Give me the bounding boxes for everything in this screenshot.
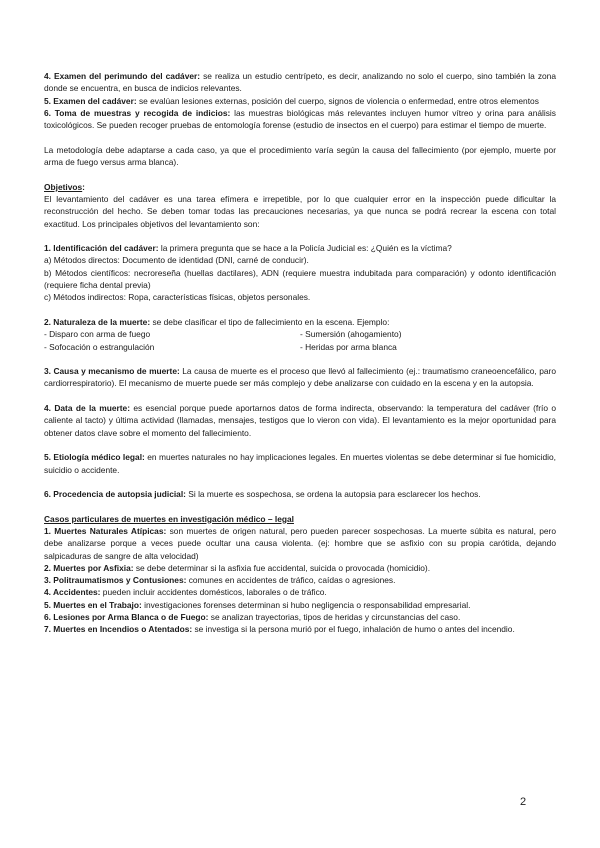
case-6: 6. Lesiones por Arma Blanca o de Fuego: se analizan trayectorias, tipos de heridas y circunstancias del caso.	[44, 612, 461, 623]
objective-6: 6. Procedencia de autopsia judicial: Si la muerte es sospechosa, se ordena la autopsia para esclarecer los hechos.	[44, 489, 481, 500]
death-types-right	[300, 328, 556, 353]
death-types-left	[44, 328, 300, 353]
step-5: 5. Examen del cadáver: se evalúan lesiones externas, posición del cuerpo, signos de violencia o enfermedad, entre otros elementos	[44, 95, 539, 106]
list-item: - Sumersión (ahogamiento)	[300, 329, 402, 340]
objective-4: 4. Data de la muerte: es esencial porque puede aportarnos datos de forma indirecta, observando: la temperatura del cadáver (frío o caliente al tacto) y última actividad (llamadas, mensajes, testigos que lo vieron con vida). El levantamiento es la mejor oportunidad para obtener datos clave sobre el momento del fallecimiento.	[44, 403, 556, 438]
case-3: 3. Politraumatismos y Contusiones: comunes en accidentes de tráfico, caídas o agresiones.	[44, 575, 396, 586]
objective-1-line-a: a) Métodos directos: Documento de identidad (DNI, carné de conducir).	[44, 255, 309, 266]
list-item: - Disparo con arma de fuego	[44, 329, 151, 340]
objective-5: 5. Etiología médico legal: en muertes naturales no hay implicaciones legales. En muertes violentas se debe determinar si fue homicidio, suicidio o accidente.	[44, 452, 556, 475]
objectives-heading: Objetivos:	[44, 181, 85, 192]
objective-2: 2. Naturaleza de la muerte: se debe clasificar el tipo de fallecimiento en la escena. Ejemplo:	[44, 316, 390, 327]
objectives-intro: El levantamiento del cadáver es una tarea efímera e irrepetible, por lo que cualquier error en la inspección puede dificultar la reconstrucción del hecho. Se deben tomar todas las precauciones necesarias, ya que nunca se podrá recrear la escena con total exactitud. Los principales objetivos del levantamiento son:	[44, 193, 556, 229]
objective-3: 3. Causa y mecanismo de muerte: La causa de muerte es el proceso que llevó al fallecimiento (ej.: traumatismo craneoencefálico, paro cardiorrespiratorio). El mecanismo de muerte puede ser más complejo y debe analizarse con cuidado en la escena y en la autopsia.	[44, 366, 556, 389]
methodology-paragraph: La metodología debe adaptarse a cada caso, ya que el procedimiento varía según la causa del fallecimiento (por ejemplo, muerte por arma de fuego versus arma blanca).	[44, 144, 556, 168]
page-number: 2	[520, 796, 527, 808]
objective-1: 1. Identificación del cadáver: la primera pregunta que se hace a la Policía Judicial es: ¿Quién es la víctima?	[44, 243, 452, 254]
step-4: 4. Examen del perimundo del cadáver: se realiza un estudio centrípeto, es decir, analizando no solo el cuerpo, sino también la zona donde se encuentra, en busca de indicios relevantes.	[44, 71, 556, 94]
death-types-list	[44, 328, 556, 353]
objective-1-line-b: b) Métodos científicos: necroreseña (huellas dactilares), ADN (requiere muestra indubitada para comparación) y odonto identificación (requiere ficha dental previa)	[44, 267, 556, 291]
case-4: 4. Accidentes: pueden incluir accidentes domésticos, laborales o de tráfico.	[44, 587, 327, 598]
case-2: 2. Muertes por Asfixia: se debe determinar si la asfixia fue accidental, suicida o provocada (homicidio).	[44, 562, 431, 573]
cases-heading: Casos particulares de muertes en investigación médico – legal	[44, 513, 294, 524]
list-item: - Sofocación o estrangulación	[44, 341, 155, 352]
document-page	[44, 70, 556, 636]
case-1: 1. Muertes Naturales Atípicas: son muertes de origen natural, pero pueden parecer sospechosas. La muerte súbita es natural, pero debe analizarse porque a veces puede ocultar una causa violenta. (ej: hombre que se asfixio con su propia carótida, dejando salpicaduras de sangre de alta velocidad)	[44, 525, 556, 561]
case-7: 7. Muertes en Incendios o Atentados: se investiga si la persona murió por el fuego, inhalación de humo o antes del incendio.	[44, 624, 515, 635]
list-item: - Heridas por arma blanca	[300, 341, 397, 352]
objective-1-line-c: c) Métodos indirectos: Ropa, características físicas, objetos personales.	[44, 292, 311, 303]
step-6: 6. Toma de muestras y recogida de indicios: las muestras biológicas más relevantes incluyen humor vítreo y orina para análisis toxicológicos. Se pueden recoger pruebas de entomología forense (estudio de insectos en el cuerpo) para estimar el tiempo de muerte.	[44, 107, 556, 131]
case-5: 5. Muertes en el Trabajo: investigaciones forenses determinan si hubo negligencia o responsabilidad empresarial.	[44, 599, 471, 610]
